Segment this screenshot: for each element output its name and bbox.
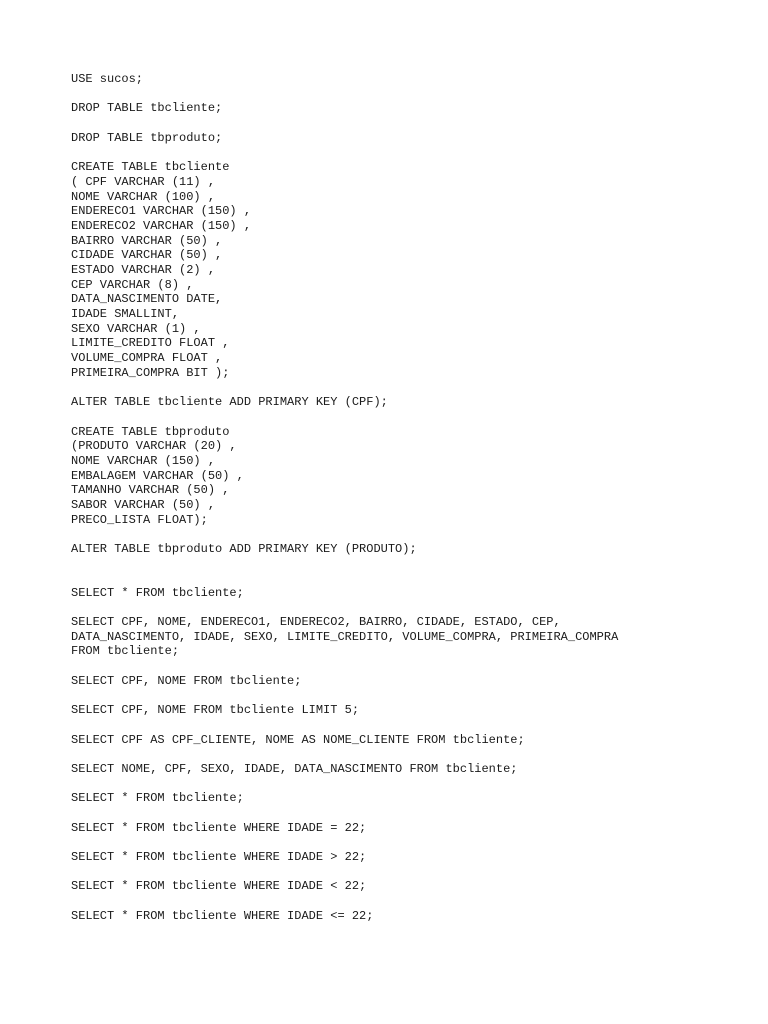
sql-statement <box>71 586 751 601</box>
code-line: SELECT * FROM tbcliente WHERE IDADE > 22; <box>71 850 367 865</box>
sql-statement <box>71 821 751 836</box>
sql-statement <box>71 850 751 865</box>
code-line: BAIRRO VARCHAR (50) , <box>71 233 223 248</box>
sql-script <box>71 72 751 938</box>
sql-statement <box>71 909 751 924</box>
code-line: SEXO VARCHAR (1) , <box>71 321 201 336</box>
code-line: DATA_NASCIMENTO DATE, <box>71 292 223 307</box>
code-line: ALTER TABLE tbcliente ADD PRIMARY KEY (CPF); <box>71 395 388 410</box>
code-line: CREATE TABLE tbproduto <box>71 424 230 439</box>
sql-statement <box>71 703 751 718</box>
sql-statement <box>71 791 751 806</box>
code-line: SELECT * FROM tbcliente WHERE IDADE = 22; <box>71 820 367 835</box>
code-line: LIMITE_CREDITO FLOAT , <box>71 336 230 351</box>
code-line: NOME VARCHAR (100) , <box>71 189 216 204</box>
sql-statement <box>71 542 751 557</box>
sql-statement <box>71 425 751 528</box>
code-line: TAMANHO VARCHAR (50) , <box>71 483 230 498</box>
code-line: PRECO_LISTA FLOAT); <box>71 512 208 527</box>
code-line: SELECT CPF, NOME FROM tbcliente LIMIT 5; <box>71 703 360 718</box>
code-line: IDADE SMALLINT, <box>71 307 180 321</box>
sql-statement <box>71 395 751 410</box>
code-line: SELECT * FROM tbcliente WHERE IDADE <= 22; <box>71 908 374 923</box>
sql-statement <box>71 160 751 380</box>
sql-statement <box>71 762 751 777</box>
code-line: ENDERECO1 VARCHAR (150) , <box>71 204 252 219</box>
sql-statement <box>71 101 751 116</box>
code-line: PRIMEIRA_COMPRA BIT ); <box>71 365 230 380</box>
code-line: ESTADO VARCHAR (2) , <box>71 262 216 277</box>
code-line: CREATE TABLE tbcliente <box>71 160 230 175</box>
code-line: CEP VARCHAR (8) , <box>71 277 194 292</box>
code-line: CIDADE VARCHAR (50) , <box>71 248 223 263</box>
code-line: NOME VARCHAR (150) , <box>71 453 216 468</box>
code-line: SELECT CPF AS CPF_CLIENTE, NOME AS NOME_CLIENTE FROM tbcliente; <box>71 732 525 747</box>
sql-statement <box>71 72 751 87</box>
code-line: FROM tbcliente; <box>71 644 180 659</box>
code-line: DATA_NASCIMENTO, IDADE, SEXO, LIMITE_CREDITO, VOLUME_COMPRA, PRIMEIRA_COMPRA <box>71 629 619 644</box>
code-line: DROP TABLE tbproduto; <box>71 130 223 145</box>
code-line: SELECT * FROM tbcliente; <box>71 585 244 600</box>
code-line: DROP TABLE tbcliente; <box>71 101 223 116</box>
code-line: ALTER TABLE tbproduto ADD PRIMARY KEY (PRODUTO); <box>71 542 417 556</box>
code-line: USE sucos; <box>71 72 144 86</box>
code-line: (PRODUTO VARCHAR (20) , <box>71 439 237 454</box>
sql-statement <box>71 674 751 689</box>
code-line: EMBALAGEM VARCHAR (50) , <box>71 468 244 483</box>
code-line: ENDERECO2 VARCHAR (150) , <box>71 218 252 233</box>
sql-statement <box>71 615 751 659</box>
code-line: SELECT CPF, NOME, ENDERECO1, ENDERECO2, BAIRRO, CIDADE, ESTADO, CEP, <box>71 615 561 630</box>
code-line: SELECT CPF, NOME FROM tbcliente; <box>71 673 302 688</box>
sql-statement <box>71 879 751 894</box>
code-line: SELECT NOME, CPF, SEXO, IDADE, DATA_NASCIMENTO FROM tbcliente; <box>71 761 518 776</box>
code-line: ( CPF VARCHAR (11) , <box>71 174 216 189</box>
code-line: VOLUME_COMPRA FLOAT , <box>71 351 223 366</box>
code-line: SABOR VARCHAR (50) , <box>71 497 216 512</box>
sql-statement <box>71 733 751 748</box>
code-line: SELECT * FROM tbcliente WHERE IDADE < 22; <box>71 879 367 894</box>
sql-statement <box>71 131 751 146</box>
code-line: SELECT * FROM tbcliente; <box>71 791 244 806</box>
